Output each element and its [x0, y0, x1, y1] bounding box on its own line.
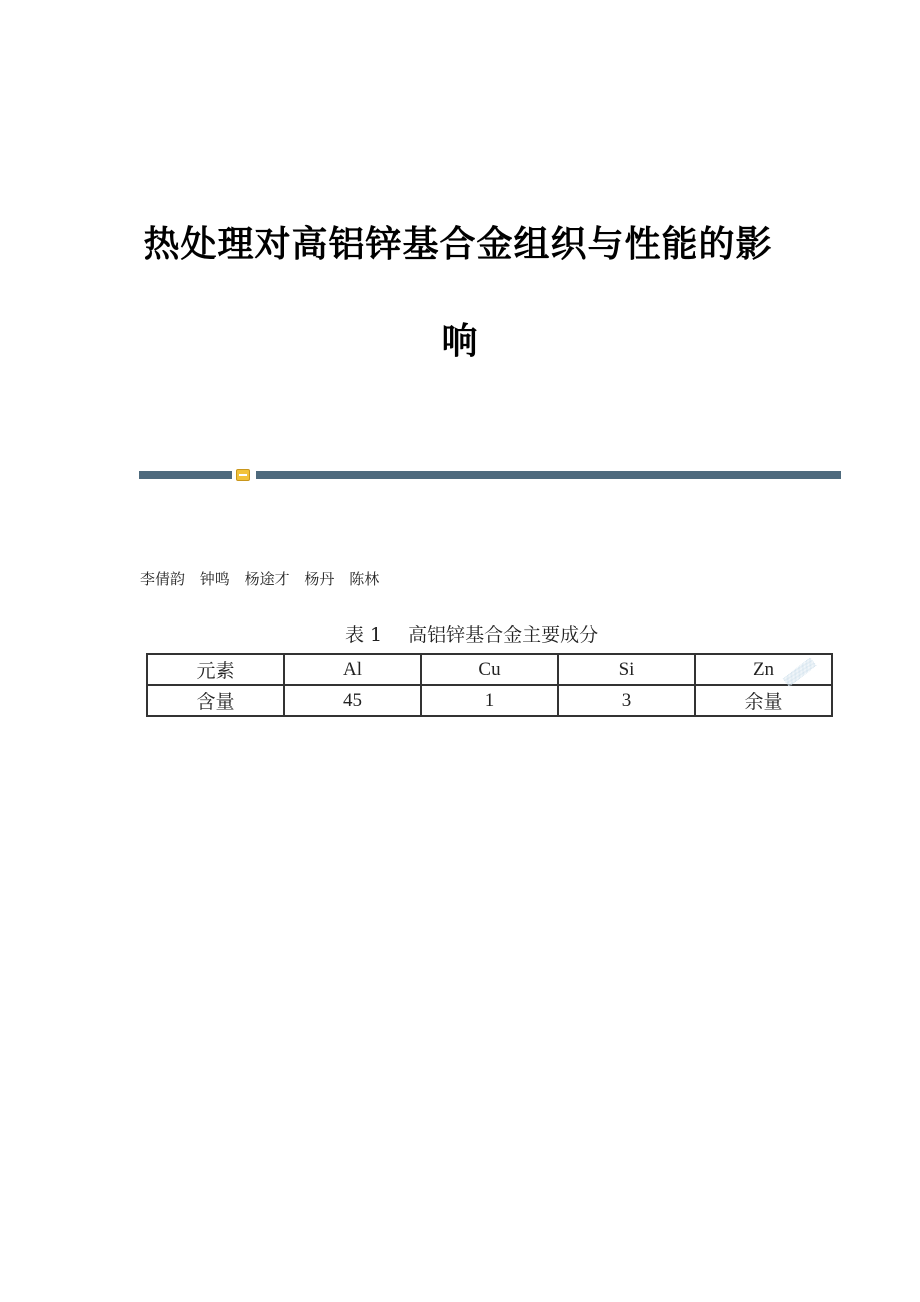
author-name: 陈林	[349, 570, 380, 588]
table-caption	[345, 620, 598, 647]
document-title-line-1: 热处理对高铝锌基合金组织与性能的影	[143, 223, 773, 265]
divider-bar-right	[256, 471, 841, 479]
divider-bar-left	[139, 471, 232, 479]
author-list	[140, 568, 389, 589]
table-header-cell: Zn	[695, 654, 832, 685]
table-header-cell: Cu	[421, 654, 558, 685]
divider-badge-icon	[236, 469, 250, 481]
table-caption-text: 高铝锌基合金主要成分	[408, 624, 599, 646]
table-cell: 含量	[147, 685, 284, 716]
table-cell: 余量	[695, 685, 832, 716]
table-row	[147, 685, 832, 716]
table-cell: 1	[421, 685, 558, 716]
author-name: 杨途才	[244, 570, 290, 588]
table-header-cell: Si	[558, 654, 695, 685]
table-cell: 3	[558, 685, 695, 716]
author-name: 李倩韵	[140, 570, 186, 588]
document-title-line-2: 响	[441, 320, 479, 362]
author-name: 杨丹	[304, 570, 335, 588]
author-name: 钟鸣	[199, 570, 230, 588]
table-header-cell: 元素	[147, 654, 284, 685]
table-cell: 45	[284, 685, 421, 716]
table-caption-number: 表 1	[345, 624, 383, 646]
composition-table	[146, 653, 833, 717]
watermark-stamp: ▒▒▒▒▒	[783, 658, 818, 688]
table-header-cell: Al	[284, 654, 421, 685]
table-header-row	[147, 654, 832, 685]
